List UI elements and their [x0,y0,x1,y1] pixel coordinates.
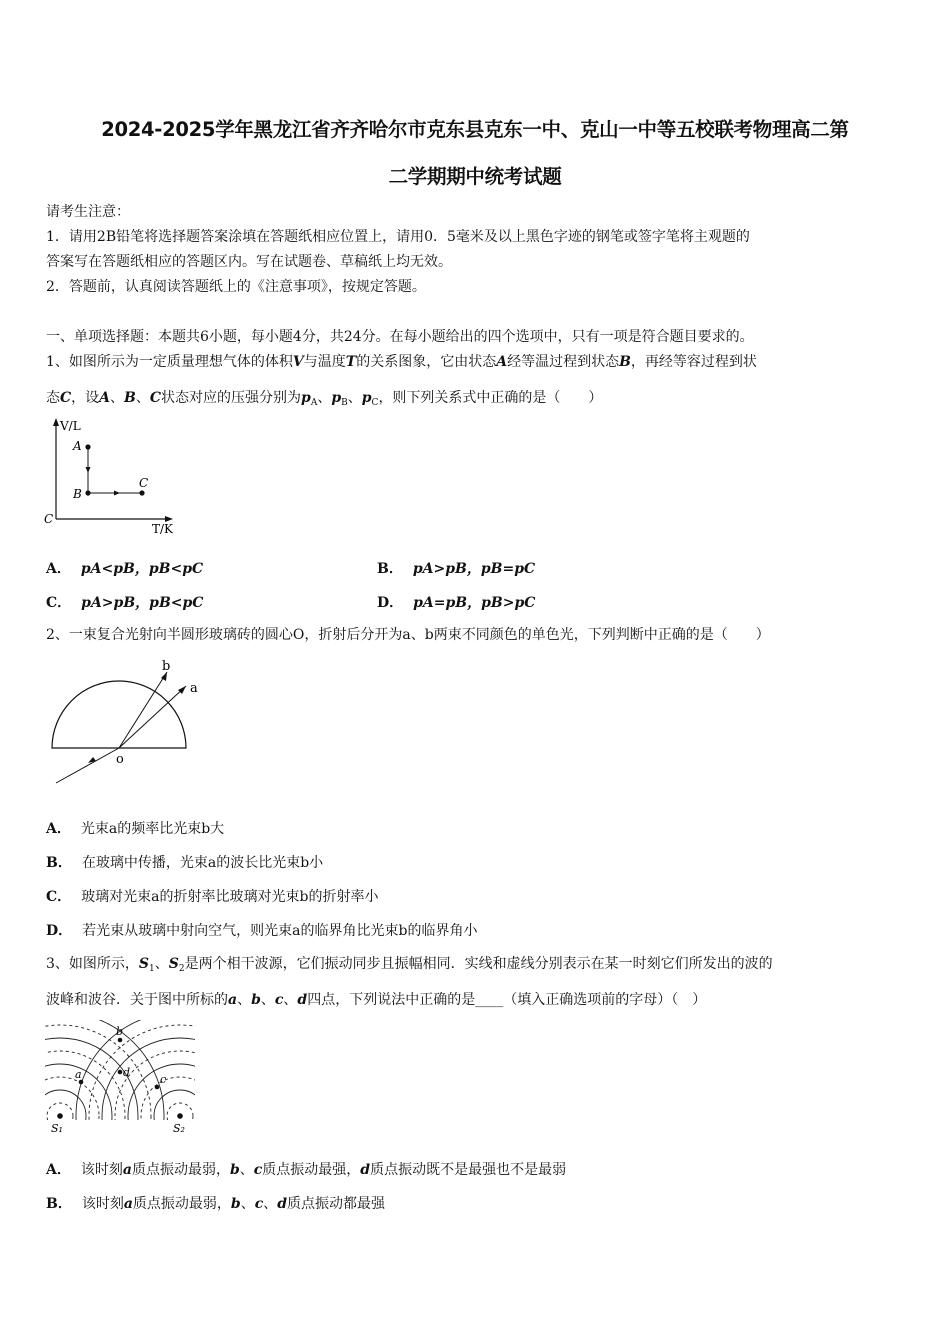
q1-option-d[interactable]: D． pA=pB，pB>pC [377,595,536,611]
q3-label-s1: S₁ [51,1122,63,1135]
graph-origin-label: C [44,512,54,526]
q3-interference-figure [45,1020,195,1138]
q1-stem-line2: 态C，设A、B、C状态对应的压强分别为$p_A$、$p_B$、$p_C$，则下列关系式中正确的是（ ） [46,390,603,408]
q2-option-d[interactable]: D． 若光束从玻璃中射向空气，则光束a的临界角比光束b的临界角小 [46,923,478,939]
q2-label-b: b [162,659,171,674]
graph-point-c: C [139,476,149,490]
graph-point-b: B [73,487,82,501]
q3-label-a: a [75,1068,82,1081]
q2-label-a: a [190,681,198,696]
notice-item1-line2: 答案写在答题纸相应的答题区内。写在试题卷、草稿纸上均无效。 [46,254,452,270]
q3-label-b: b [116,1025,124,1038]
q2-option-b[interactable]: B． 在玻璃中传播，光束a的波长比光束b小 [46,855,324,871]
q1-vt-graph [40,415,190,540]
q3-option-a[interactable]: A． 该时刻a质点振动最弱，b、c质点振动最强，d质点振动既不是最强也不是最弱 [46,1162,567,1178]
q2-label-o: o [116,752,124,767]
section1-heading: 一、单项选择题：本题共6小题，每小题4分，共24分。在每小题给出的四个选项中，只有一项是符合题目要求的。 [46,329,754,345]
q2-stem: 2、一束复合光射向半圆形玻璃砖的圆心O，折射后分开为a、b两束不同颜色的单色光，下列判断中正确的是（ ） [46,627,770,643]
graph-ylabel: V/L [60,419,81,433]
exam-title-line2: 二学期期中统考试题 [388,165,562,188]
q1-option-c[interactable]: C． pA>pB，pB<pC [46,595,204,611]
q3-option-b[interactable]: B． 该时刻a质点振动最弱，b、c、d质点振动都最强 [46,1196,386,1212]
exam-title-line1: 2024-2025学年黑龙江省齐齐哈尔市克东县克东一中、克山一中等五校联考物理高二第 [101,118,849,141]
graph-xlabel: T/K [152,522,174,536]
q3-label-s2: S₂ [173,1122,185,1135]
notice-item2: 2．答题前，认真阅读答题纸上的《注意事项》，按规定答题。 [46,279,426,295]
graph-point-a: A [73,439,82,453]
q2-option-c[interactable]: C． 玻璃对光束a的折射率比玻璃对光束b的折射率小 [46,889,379,905]
q1-stem-line1: 1、如图所示为一定质量理想气体的体积V与温度T的关系图象，它由状态A经等温过程到状态B，再经等容过程到状 [46,354,757,370]
q1-option-a[interactable]: A． pA<pB，pB<pC [46,561,204,577]
notice-item1-line1: 1．请用2B铅笔将选择题答案涂填在答题纸相应位置上，请用0．5毫米及以上黑色字迹的钢笔或签字笔将主观题的 [46,229,750,245]
q3-label-c: c [160,1073,167,1086]
q2-option-a[interactable]: A． 光束a的频率比光束b大 [46,821,225,837]
q3-label-d: d [123,1066,131,1079]
q3-stem-line2: 波峰和波谷．关于图中所标的a、b、c、d四点，下列说法中正确的是____（填入正确选项前的字母）（ ） [46,992,707,1008]
q2-semicircle-figure [40,652,200,787]
q3-stem-line1: 3、如图所示，$S_1$、$S_2$是两个相干波源，它们振动同步且振幅相同．实线和虚线分别表示在某一时刻它们所发出的波的 [46,956,773,974]
notice-heading: 请考生注意： [46,204,130,220]
q1-option-b[interactable]: B． pA>pB，pB=pC [377,561,536,577]
